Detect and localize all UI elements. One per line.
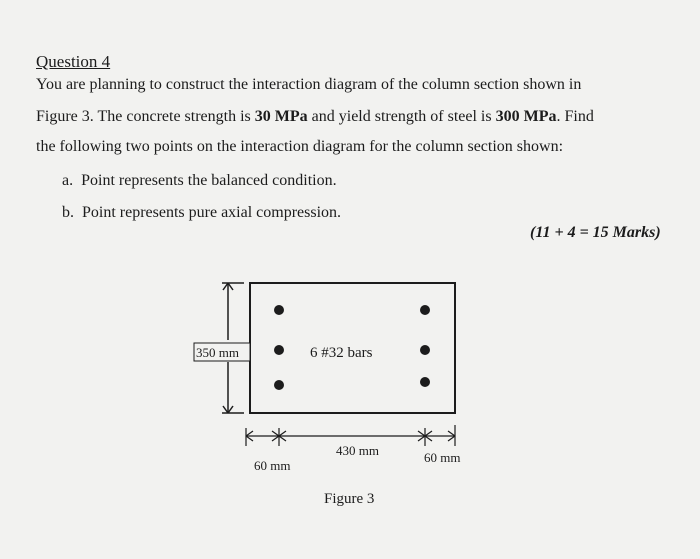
line-2-text-e: . Find — [556, 108, 594, 125]
item-a-marker: a. — [62, 172, 74, 189]
marks-label: (11 + 4 = 15 Marks) — [530, 224, 661, 241]
bars-label: 6 #32 bars — [310, 345, 373, 361]
width-label: 430 mm — [336, 443, 379, 458]
right-cover-label: 60 mm — [424, 450, 461, 465]
height-label: 350 mm — [196, 345, 239, 360]
item-a-text: Point represents the balanced condition. — [81, 172, 337, 189]
line-2-text-c: and yield strength of steel is — [307, 108, 496, 125]
rebar-mid-right — [420, 345, 430, 355]
line-2-text-a: Figure 3. The concrete strength is — [36, 108, 255, 125]
question-line-1: You are planning to construct the interaction diagram of the column section shown in — [36, 76, 582, 93]
steel-strength-value: 300 MPa — [495, 108, 557, 125]
question-title: Question 4 — [36, 52, 111, 71]
left-cover-label: 60 mm — [254, 458, 291, 473]
concrete-strength-value: 30 MPa — [254, 108, 308, 125]
item-b-marker: b. — [62, 204, 74, 221]
rebar-bottom-right — [420, 377, 430, 387]
figure-caption: Figure 3 — [324, 491, 375, 507]
item-b-text: Point represents pure axial compression. — [82, 204, 342, 221]
rebar-bottom-left — [274, 380, 284, 390]
rebar-top-left — [274, 305, 284, 315]
rebar-mid-left — [274, 345, 284, 355]
rebar-top-right — [420, 305, 430, 315]
question-line-3: the following two points on the interaction diagram for the column section shown: — [36, 138, 564, 155]
